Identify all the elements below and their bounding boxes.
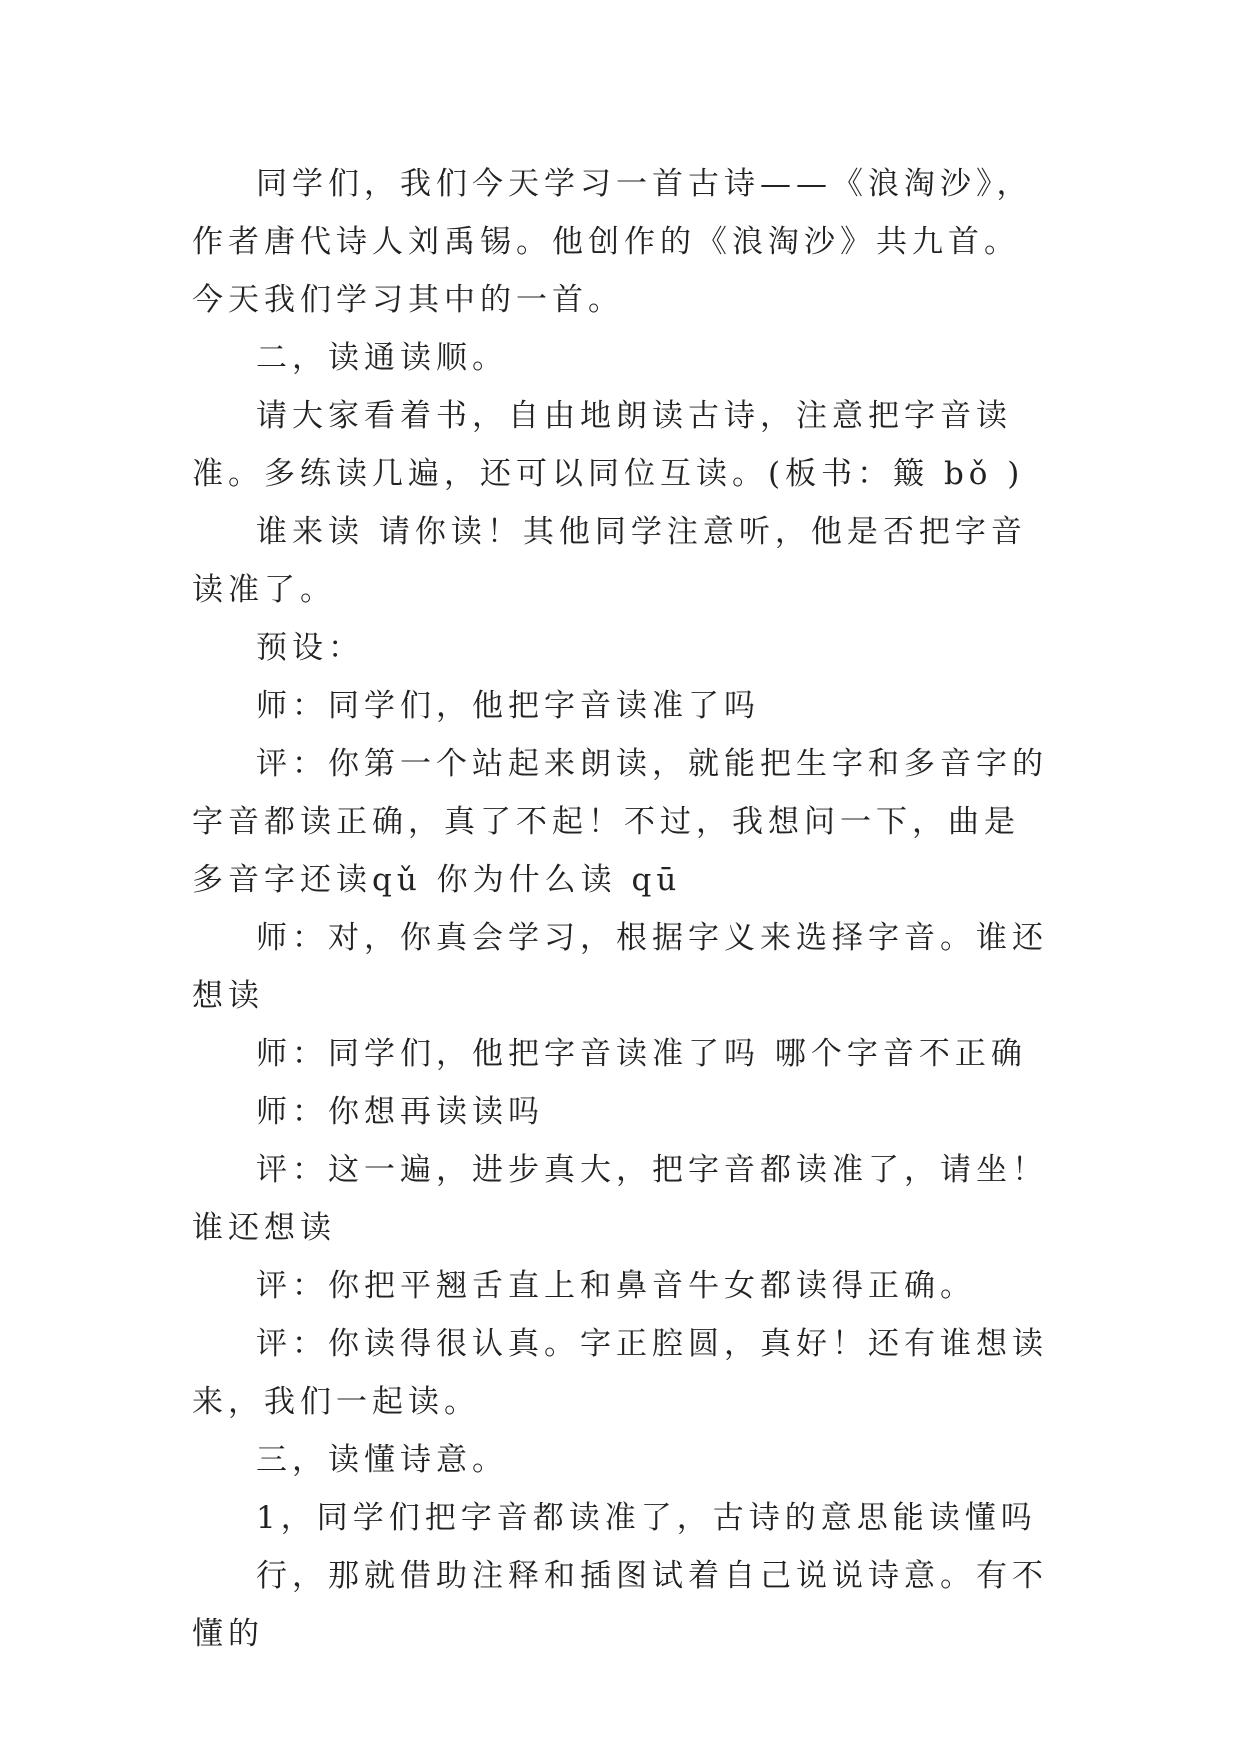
paragraph-comment-3: 评：你把平翘舌直上和鼻音牛女都读得正确。: [256, 1268, 976, 1304]
document-body: [192, 155, 1052, 1663]
paragraph-understanding-1: 1，同学们把字音都读准了，古诗的意思能读懂吗: [256, 1500, 1037, 1536]
paragraph-preset: 预设：: [256, 630, 364, 666]
paragraph-teacher-4: 师：你想再读读吗: [256, 1094, 544, 1130]
section-heading-3: 三，读懂诗意。: [256, 1442, 508, 1478]
paragraph-who-reads: 谁来读 请你读！其他同学注意听，他是否把字音读准了。: [192, 514, 1027, 608]
paragraph-comment-2: 评：这一遍，进步真大，把字音都读准了，请坐！谁还想读: [192, 1152, 1048, 1246]
paragraph-comment-1: 评：你第一个站起来朗读，就能把生字和多音字的字音都读正确，真了不起！不过，我想问一下，曲是多音字还读qǔ 你为什么读 qū: [192, 746, 1048, 898]
paragraph-teacher-1: 师：同学们，他把字音读准了吗: [256, 688, 760, 724]
paragraph-teacher-3: 师：同学们，他把字音读准了吗 哪个字音不正确: [256, 1036, 1027, 1072]
paragraph-intro: 同学们，我们今天学习一首古诗——《浪淘沙》，作者唐代诗人刘禹锡。他创作的《浪淘沙》共九首。今天我们学习其中的一首。: [192, 166, 1033, 318]
paragraph-reading-instruction: 请大家看着书，自由地朗读古诗，注意把字音读准。多练读几遍，还可以同位互读。(板书：簸 bǒ ): [192, 398, 1025, 492]
section-heading-2: 二，读通读顺。: [256, 340, 508, 376]
paragraph-teacher-2: 师：对，你真会学习，根据字义来选择字音。谁还想读: [192, 920, 1048, 1014]
paragraph-understanding-2: 行，那就借助注释和插图试着自己说说诗意。有不懂的: [192, 1558, 1048, 1652]
paragraph-comment-4: 评：你读得很认真。字正腔圆，真好！还有谁想读 来，我们一起读。: [192, 1326, 1048, 1420]
